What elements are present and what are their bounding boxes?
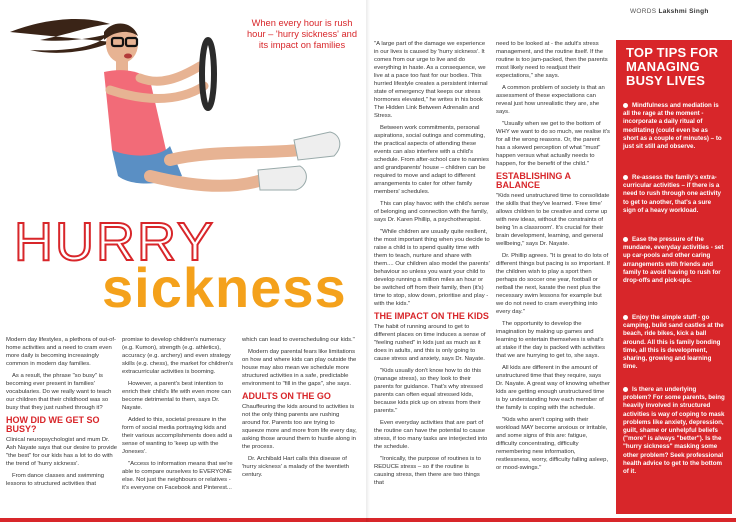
article-deck: When every hour is rush hour – 'hurry sickness' and its impact on families [246, 18, 357, 50]
left-column-2 [122, 336, 234, 496]
section-heading: HOW DID WE GET SO BUSY? [6, 415, 100, 434]
tip-item [623, 174, 725, 215]
right-column-1 [374, 40, 490, 491]
paragraph: "Kids who aren't coping with their workload MAY become anxious or irritable, and some signs of this are: fatigue, difficulty concentrating, difficulty remembering new information, restlessness, worry, difficulty falling asleep, or mood-swings." [496, 417, 609, 471]
paragraph: "While children are usually quite resilient, the most important thing when you decide to raise a child is to spend quality time with them to teach, nurture and share with them.... Our children also model the parents' behaviour so unless you want your child to develop running a million miles an hour or be switched off from their family, then (it's) time to stop, slow down, prioritise and play - with the kids." [374, 229, 490, 307]
section-heading: THE IMPACT ON THE KIDS [374, 311, 489, 321]
paragraph: Dr. Archibald Hart calls this disease of 'hurry sickness' a malady of the twentieth century. [242, 456, 350, 478]
byline [630, 8, 709, 15]
tip-item [623, 386, 725, 476]
paragraph: Added to this, societal pressure in the form of social media portraying kids and their various accomplishments does add a sense of wanting to 'keep up with the Joneses'. [122, 417, 233, 455]
tip-text: Ease the pressure of the mundane, everyday activities - set up car-pools and other caring arrangements with friends and family to avoid having to rush for drop-offs and pick-ups. [623, 236, 724, 285]
bottom-accent-bar [0, 518, 368, 522]
paragraph: need to be looked at - the adult's stress management, and the routine itself. If the routine is too jam-packed, then the parents most likely need to readjust their expectations," she says. [496, 41, 608, 79]
paragraph: The opportunity to develop the imagination by making up games and learning to entertain themselves is what's at stake if the day is packed with activities that we are hurrying to get to, she says. [496, 321, 606, 359]
paragraph: However, a parent's best intention to enrich their child's life with even more can become detrimental to them, says Dr. Nayate. [122, 381, 231, 411]
byline-label: WORDS [630, 8, 657, 15]
tip-item [623, 314, 725, 371]
tip-item [623, 236, 725, 285]
paragraph: "Kids usually don't know how to do this (manage stress), so they look to their parents for guidance. That's why stressed parents can often equal stressed kids, because kids pick up on stress from their parents." [374, 368, 483, 414]
section-heading: ADULTS ON THE GO [242, 391, 331, 401]
paragraph: This can play havoc with the child's sense of belonging and connection with the family, says Dr. Karen Phillip, a psychotherapist. [374, 201, 490, 223]
paragraph: "Usually when we get to the bottom of WHY we want to do so much, we realise it's for all the wrong reasons. Or, the parent has a skewed perception of what "must" happen versus what actually needs to happen, for the benefit of the child." [496, 121, 610, 167]
right-page [368, 0, 736, 522]
paragraph: "A large part of the damage we experience in our lives is caused by 'hurry sickness'. It comes from our urge to live and do everything in haste. As a consequence, we live at a pace too fast for our bodies. This hurried lifestyle creates a persistent internal state of emergency that keeps our stress hormones elevated," he writes in his book The Hidden Link Between Adrenalin and Stress. [374, 41, 488, 119]
paragraph: Chauffeuring the kids around to activities is not the only thing parents are rushing around for. Parents too are trying to squeeze more and more from life every day, asking those around them to hustle along in the process. [242, 404, 357, 450]
bottom-accent-bar [368, 518, 736, 522]
paragraph: As a result, the phrase "so busy" is becoming ever present in families' vocabularies. Do we really want to teach our children that their childhood was so busy that they just rushed through it? [6, 373, 112, 411]
left-column-3 [242, 336, 358, 483]
bullet-icon [623, 387, 628, 392]
bullet-icon [623, 237, 628, 242]
paragraph: Dr. Phillip agrees. "It is great to do lots of different things but pacing is so important. If the children wish to play a sport then perhaps do soccer one year, football or netball the next, karate the next plus the necessary swim lessons for example but we do not need to cram everything into every day." [496, 253, 610, 315]
tips-panel [616, 40, 732, 514]
tip-text: Mindfulness and mediation is all the rage at the moment - incorporate a daily ritual of meditating (could even be as short as a couple of minutes) – to just sit still and observe. [623, 102, 722, 151]
section-heading: ESTABLISHING A BALANCE [496, 171, 571, 190]
paragraph: Even everyday activities that are part of the routine can have the potential to cause stress, if too many tasks are interjected into the schedule. [374, 420, 488, 450]
paragraph: From dance classes and swimming lessons to structured activities that [6, 473, 104, 487]
headline-hurry: HURRY [14, 212, 216, 272]
right-column-2 [496, 40, 610, 476]
paragraph: Between work commitments, personal aspirations, social outings and commuting, the practical aspects of attending these events can also interfere with a child's schedule. From after-school care to nannies and grandparents' house – children can be required to move and adapt to different arrangements to cater for other family members' schedules. [374, 125, 489, 195]
tip-item [623, 102, 725, 151]
tips-title: TOP TIPS FOR MANAGING BUSY LIVES [626, 45, 719, 88]
paragraph: "Ironically, the purpose of routines is to REDUCE stress – so if the routine is causing stress, then there are two things that [374, 456, 481, 486]
bullet-icon [623, 175, 628, 180]
paragraph: Modern day lifestyles, a plethora of out-of-home activities and a need to cram even more daily is becoming increasingly common in modern day families. [6, 337, 117, 367]
byline-name: Lakshmi Singh [658, 8, 709, 15]
paragraph: Clinical neuropsychologist and mum Dr. Ash Nayate says that our desire to provide "the best" for our kids has a lot to do with the trend of 'hurry sickness'. [6, 437, 117, 467]
paragraph: "Kids need unstructured time to consolidate the skills that they've learned. 'Free time' allows children to be creative and come up with new ideas, without the constraints of being 'in a classroom'. It's crucial for their brain development, learning, and general wellbeing," says Dr. Nayate. [496, 193, 610, 247]
page-fold [366, 0, 370, 522]
paragraph: A common problem of society is that an assessment of these expectations can reveal just how unrealistic they are, she says. [496, 85, 605, 115]
paragraph: promise to develop children's numeracy (e.g. Kumon), strength (e.g. athletics), accuracy (e.g. archery) and even strategy skills (e.g. chess), the market for children's extracurricular activities is booming. [122, 337, 234, 375]
bullet-icon [623, 315, 628, 320]
paragraph: The habit of running around to get to different places on time induces a sense of "feeling rushed" in kids just as much as it does in adults, and this is only going to cause stress and anxiety, says Dr. Nayate. [374, 324, 486, 362]
paragraph: All kids are different in the amount of unstructured time that they require, says Dr. Nayate. A great way of knowing whether kids are getting enough unstructured time is by understanding how each member of the family is coping with the schedule. [496, 365, 610, 411]
tip-text: Re-assess the family's extra-curricular activities – if there is a need to rush through one activity to get to another, that's a sure sign of a heavy workload. [623, 174, 721, 214]
left-column-1 [6, 336, 118, 492]
tip-text: Enjoy the simple stuff - go camping, build sand castles at the beach, ride bikes, kick a ball around. All this is family bonding time, all this is development, sharing, growing and learning time. [623, 314, 724, 371]
headline-sickness: sickness [102, 256, 347, 319]
bullet-icon [623, 103, 628, 108]
paragraph: Modern day parental fears like limitations on how and where kids can play outside the house may also mean we schedule more structured activities in a safe, predictable environment to "fill in the gaps", she says. [242, 349, 357, 387]
tip-text: Is there an underlying problem? For some parents, being heavily involved in structured activities is way of coping to mask problems like anxiety, depression, guilt, shame or unhelpful beliefs ("more" is always "better"). Is the "hurry sickness" masking some other problem? Seek professional health advice to get to the bottom of it. [623, 386, 725, 476]
paragraph: which can lead to overscheduling our kids." [242, 337, 355, 343]
paragraph: "Access to information means that we're able to compare ourselves to EVERYONE else. Not just the neighbours or relatives - it's everyone on Facebook and Pinterest... [122, 461, 233, 491]
